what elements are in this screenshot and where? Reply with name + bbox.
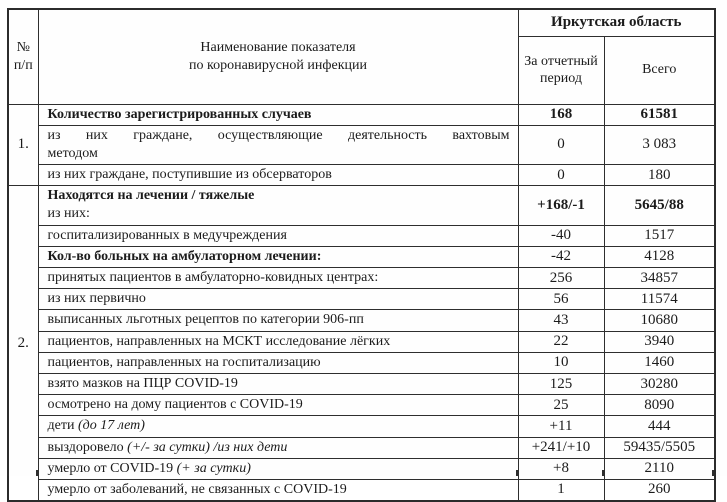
indicator-name-italic: (до 17 лет) [77, 418, 145, 434]
indicator-name-cell: из них первично [38, 289, 518, 310]
indicator-name-line2: из них: [47, 206, 90, 222]
table-row [8, 246, 715, 267]
total-value-cell: 30280 [604, 373, 715, 394]
table-edge-stub [712, 470, 714, 476]
indicator-name-cell: Кол-во больных на амбулаторном лечении: [38, 246, 518, 267]
covid-report-table [7, 8, 716, 502]
table-edge-stub [516, 470, 518, 476]
indicator-name-cell [38, 186, 518, 225]
indicator-name-cell: пациентов, направленных на госпитализацию [38, 352, 518, 373]
indicator-name-cell [38, 437, 518, 458]
table-edge-stub [36, 470, 38, 476]
period-value-cell: 1 [518, 479, 604, 501]
total-value-cell: 10680 [604, 310, 715, 331]
period-value-cell: 10 [518, 352, 604, 373]
total-value-cell: 3940 [604, 331, 715, 352]
indicator-name-italic: (+ за сутки) [176, 460, 251, 476]
table-edge-stub [602, 470, 604, 476]
period-value-cell: +241/+10 [518, 437, 604, 458]
total-value-cell: 4128 [604, 246, 715, 267]
total-value-cell: 59435/5505 [604, 437, 715, 458]
period-value-cell: 0 [518, 125, 604, 164]
total-value-cell: 5645/88 [604, 186, 715, 225]
period-value-cell: -40 [518, 225, 604, 246]
table-row [8, 352, 715, 373]
table-row [8, 310, 715, 331]
indicator-name-line2: методом [47, 145, 98, 161]
indicator-name-cell: взято мазков на ПЦР COVID-19 [38, 373, 518, 394]
indicator-name-cell: принятых пациентов в амбулаторно-ковидных центрах: [38, 268, 518, 289]
indicator-name-cell: госпитализированных в медучреждения [38, 225, 518, 246]
period-value-cell: 25 [518, 395, 604, 416]
table-row [8, 373, 715, 394]
group-number-cell: 2. [8, 186, 38, 501]
table-row [8, 289, 715, 310]
indicator-name-line1: из них граждане, осуществляющие деятельность вахтовым [47, 127, 510, 143]
period-value-cell: +8 [518, 458, 604, 479]
table-row [8, 331, 715, 352]
indicator-name-text: дети [47, 418, 78, 434]
table-row [8, 416, 715, 437]
table-row [8, 437, 715, 458]
period-value-cell: 56 [518, 289, 604, 310]
indicator-name-text: умерло от COVID-19 [47, 460, 177, 476]
period-value-cell: 168 [518, 104, 604, 125]
total-value-cell: 444 [604, 416, 715, 437]
header-indicator-line2: по коронавирусной инфекции [189, 57, 367, 73]
indicator-name-cell: умерло от заболеваний, не связанных с COVID-19 [38, 479, 518, 501]
period-value-cell: 256 [518, 268, 604, 289]
table-row [8, 186, 715, 225]
table-row [8, 225, 715, 246]
period-value-cell: -42 [518, 246, 604, 267]
total-value-cell: 180 [604, 165, 715, 186]
table-row [8, 125, 715, 164]
total-value-cell: 61581 [604, 104, 715, 125]
table-row [8, 165, 715, 186]
table-row [8, 104, 715, 125]
total-value-cell: 2110 [604, 458, 715, 479]
indicator-name-cell [38, 458, 518, 479]
indicator-name-cell: выписанных льготных рецептов по категории 906-пп [38, 310, 518, 331]
total-value-cell: 3 083 [604, 125, 715, 164]
period-value-cell: 125 [518, 373, 604, 394]
period-value-cell: +168/-1 [518, 186, 604, 225]
indicator-name-cell: Количество зарегистрированных случаев [38, 104, 518, 125]
header-region: Иркутская область [518, 9, 715, 36]
total-value-cell: 8090 [604, 395, 715, 416]
indicator-name-cell: осмотрено на дому пациентов с COVID-19 [38, 395, 518, 416]
total-value-cell: 260 [604, 479, 715, 501]
header-num: № п/п [8, 9, 38, 104]
table-row [8, 458, 715, 479]
header-indicator-line1: Наименование показателя [200, 40, 356, 56]
total-value-cell: 11574 [604, 289, 715, 310]
header-period: За отчетный период [518, 36, 604, 104]
group-number-cell: 1. [8, 104, 38, 186]
table-edge-stub [7, 470, 9, 476]
total-value-cell: 1517 [604, 225, 715, 246]
header-indicator [38, 9, 518, 104]
header-row-region [8, 9, 715, 36]
period-value-cell: 43 [518, 310, 604, 331]
indicator-name-cell [38, 125, 518, 164]
total-value-cell: 1460 [604, 352, 715, 373]
table-row [8, 479, 715, 501]
indicator-name-cell [38, 416, 518, 437]
indicator-name-text: выздоровело [47, 439, 128, 455]
table-row [8, 268, 715, 289]
table-row [8, 395, 715, 416]
header-total: Всего [604, 36, 715, 104]
indicator-name-cell: пациентов, направленных на МСКТ исследование лёгких [38, 331, 518, 352]
indicator-name-line1: Находятся на лечении / тяжелые [47, 188, 255, 204]
total-value-cell: 34857 [604, 268, 715, 289]
period-value-cell: 0 [518, 165, 604, 186]
indicator-name-italic: (+/- за сутки) /из них дети [127, 439, 288, 455]
indicator-name-cell: из них граждане, поступившие из обсерваторов [38, 165, 518, 186]
period-value-cell: +11 [518, 416, 604, 437]
period-value-cell: 22 [518, 331, 604, 352]
